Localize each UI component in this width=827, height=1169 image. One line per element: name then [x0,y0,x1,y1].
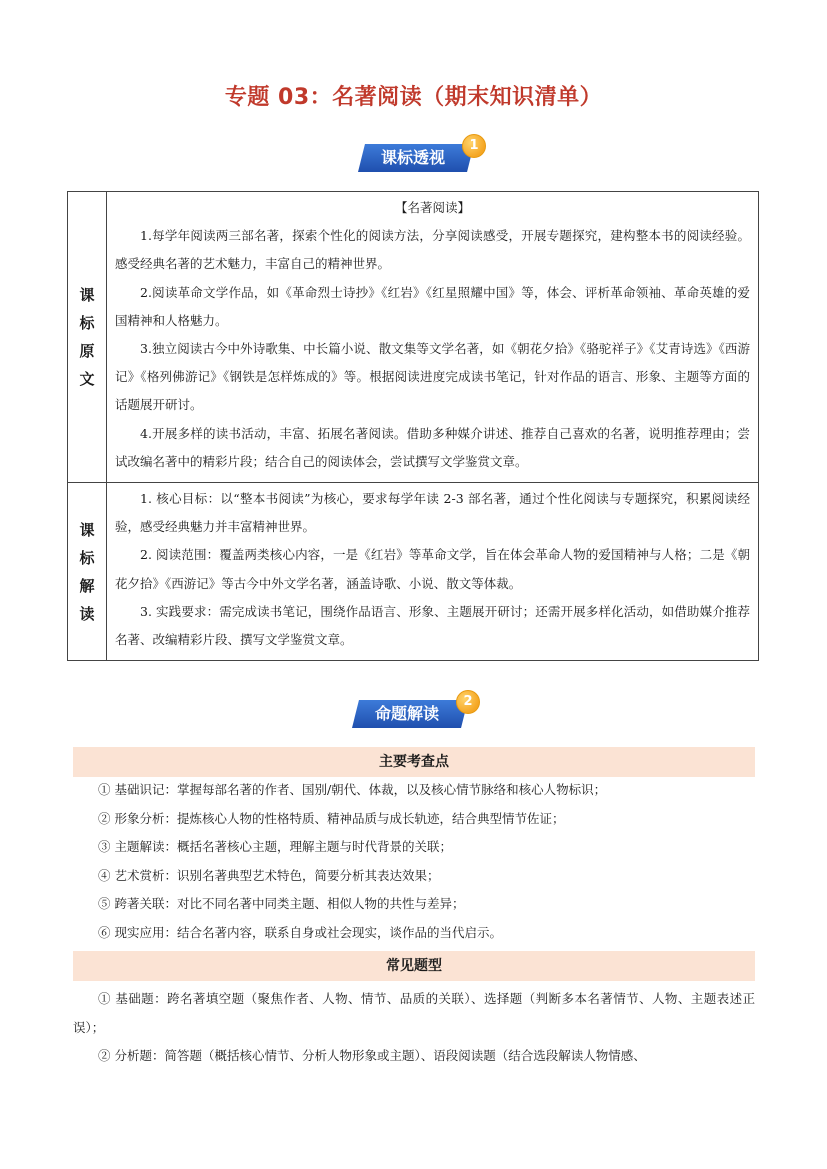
label-char: 文 [79,370,95,389]
original-text-cell [107,192,759,483]
list-item: ① 基础题：跨名著填空题（聚焦作者、人物、情节、品质的关联）、选择题（判断多本名著情节、人物、主题表述正误）； [73,991,755,1035]
list-item: ④ 艺术赏析：识别名著典型艺术特色，简要分析其表达效果； [98,867,440,883]
list-item: ⑤ 跨著关联：对比不同名著中同类主题、相似人物的共性与差异； [98,896,465,912]
label-char: 课 [79,520,95,539]
list-item: ② 分析题：简答题（概括核心情节、分析人物形象或主题）、语段阅读题（结合选段解读人物情感、 [98,1048,646,1064]
label-char: 标 [79,548,95,567]
paragraph: 3.独立阅读古今中外诗歌集、中长篇小说、散文集等文学名著，如《朝花夕拾》《骆驼祥子》《艾青诗选》《西游记》《格列佛游记》《钢铁是怎样炼成的》等。根据阅读进度完成读书笔记，针对作品的语言、形象、主题等方面的话题展开研讨。 [115,341,750,413]
number-badge: 2 [456,690,480,714]
paragraph: 3. 实践要求：需完成读书笔记，围绕作品语言、形象、主题展开研讨；还需开展多样化活动，如借助媒介推荐名著、改编精彩片段、撰写文学鉴赏文章。 [115,603,750,648]
label-char: 课 [79,286,95,305]
table-row [68,483,759,661]
page-title: 专题 03：名著阅读（期末知识清单） [224,85,603,110]
label-char: 原 [79,342,95,361]
row-label-interpretation [68,483,107,661]
label-char: 读 [79,604,95,623]
paragraph: 1.每学年阅读两三部名著，探索个性化的阅读方法，分享阅读感受，开展专题探究，建构整本书的阅读经验。感受经典名著的艺术魅力，丰富自己的精神世界。 [115,228,750,272]
list-item: ③ 主题解读：概括名著核心主题，理解主题与时代背景的关联； [98,839,452,855]
points-list [73,776,755,948]
list-item: ⑥ 现实应用：结合名著内容，联系自身或社会现实，谈作品的当代启示。 [98,924,502,940]
table-row [68,192,759,483]
standards-table [67,191,759,661]
section-banner-proposition [352,694,482,728]
label-char: 标 [79,314,95,333]
paragraph: 1. 核心目标：以“整本书阅读”为核心，要求每学年读 2-3 部名著，通过个性化阅读与专题探究，积累阅读经验，感受经典魅力并丰富精神世界。 [115,491,750,535]
row-label-original [68,192,107,483]
section-banner-standards [358,138,488,172]
types-list [73,985,755,1071]
paragraph: 4.开展多样的读书活动，丰富、拓展名著阅读。借助多种媒介讲述、推荐自己喜欢的名著，说明推荐理由；尝试改编名著中的精彩片段；结合自己的阅读体会，尝试撰写文学鉴赏文章。 [115,425,750,469]
interpretation-cell [107,483,759,661]
paragraph: 2. 阅读范围：覆盖两类核心内容，一是《红岩》等革命文学，旨在体会革命人物的爱国精神与人格；二是《朝花夕拾》《西游记》等古今中外文学名著，涵盖诗歌、小说、散文等体裁。 [115,547,750,591]
points-heading: 主要考查点 [73,747,755,777]
banner-label: 课标透视 [380,148,445,167]
types-heading: 常见题型 [73,951,755,981]
list-item: ① 基础识记：掌握每部名著的作者、国别/朝代、体裁，以及核心情节脉络和核心人物标识； [98,782,607,797]
list-item: ② 形象分析：提炼核心人物的性格特质、精神品质与成长轨迹，结合典型情节佐证； [98,810,565,826]
label-char: 解 [79,576,95,595]
cell-heading: 【名著阅读】 [394,200,470,215]
paragraph: 2.阅读革命文学作品，如《革命烈士诗抄》《红岩》《红星照耀中国》等，体会、评析革命领袖、革命英雄的爱国精神和人格魅力。 [115,284,750,328]
banner-label: 命题解读 [374,704,439,723]
number-badge: 1 [462,134,486,158]
